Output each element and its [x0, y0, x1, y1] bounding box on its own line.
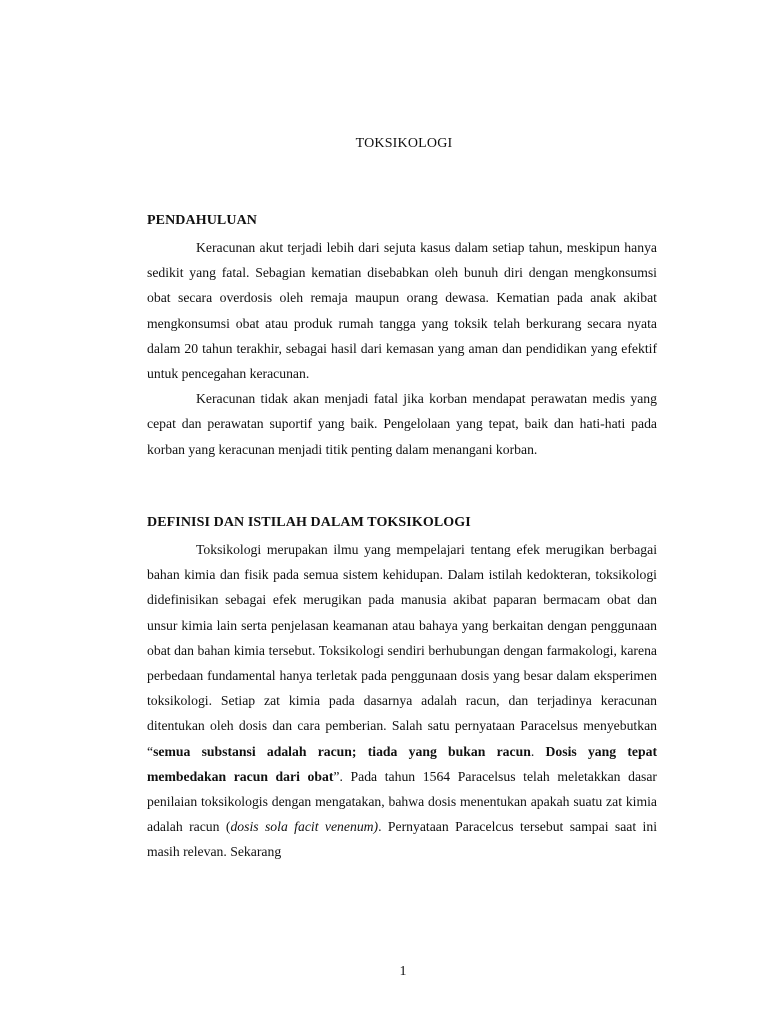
document-title: TOKSIKOLOGI	[355, 136, 453, 151]
section-heading: PENDAHULUAN	[147, 213, 257, 228]
paragraph-text: ”. Pada tahun 1564 Paracelsus telah meletakkan dasar penilaian toksikologis dengan mengatakan, bahwa dosis menentukan apakah suatu zat kimia adalah racun (	[147, 768, 657, 835]
paragraph: Keracunan tidak akan menjadi fatal jika korban mendapat perawatan medis yang cepat dan perawatan suportif yang baik. Pengelolaan yang tepat, baik dan hati-hati pada korban yang keracunan menjadi titik penting dalam menangani korban.	[147, 391, 657, 457]
page-number: 1	[399, 964, 407, 979]
paragraph-text: .	[530, 743, 546, 759]
section-definisi	[147, 513, 657, 865]
quote-bold-text: semua substansi adalah racun; tiada yang bukan racun	[153, 743, 531, 759]
quote-bold-text: Dosis yang tepat membedakan racun dari obat	[147, 743, 658, 784]
paragraph-text: Toksikologi merupakan ilmu yang mempelajari tentang efek merugikan berbagai bahan kimia dan fisik pada semua sistem kehidupan. Dalam istilah kedokteran, toksikologi didefinisikan sebagai efek merugikan pada manusia akibat paparan bermacam obat dan unsur kimia lain serta penjelasan keamanan atau bahaya yang berkaitan dengan penggunaan obat dan bahan kimia tersebut. Toksikologi sendiri berhubungan dengan farmakologi, karena perbedaan fundamental hanya terletak pada penggunaan dosis yang besar dalam eksperimen toksikologi. Setiap zat kimia pada dasarnya adalah racun, dan terjadinya keracunan ditentukan oleh dosis dan cara pemberian. Salah satu pernyataan Paracelsus menyebutkan “	[147, 542, 657, 759]
section-heading: DEFINISI DAN ISTILAH DALAM TOKSIKOLOGI	[147, 515, 471, 530]
section-pendahuluan	[147, 211, 657, 462]
paragraph: Keracunan akut terjadi lebih dari sejuta kasus dalam setiap tahun, meskipun hanya sedikit yang fatal. Sebagian kematian disebabkan oleh bunuh diri dengan mengkonsumsi obat secara overdosis oleh remaja maupun orang dewasa. Kematian pada anak akibat mengkonsumsi obat atau produk rumah tangga yang toksik telah berkurang secara nyata dalam 20 tahun terakhir, sebagai hasil dari kemasan yang aman dan pendidikan yang efektif untuk pencegahan keracunan.	[147, 240, 657, 382]
paragraph-text: . Pernyataan Paracelcus tersebut sampai saat ini masih relevan. Sekarang	[147, 819, 658, 860]
latin-italic-text: dosis sola facit venenum)	[230, 819, 379, 835]
paragraph	[147, 537, 657, 865]
